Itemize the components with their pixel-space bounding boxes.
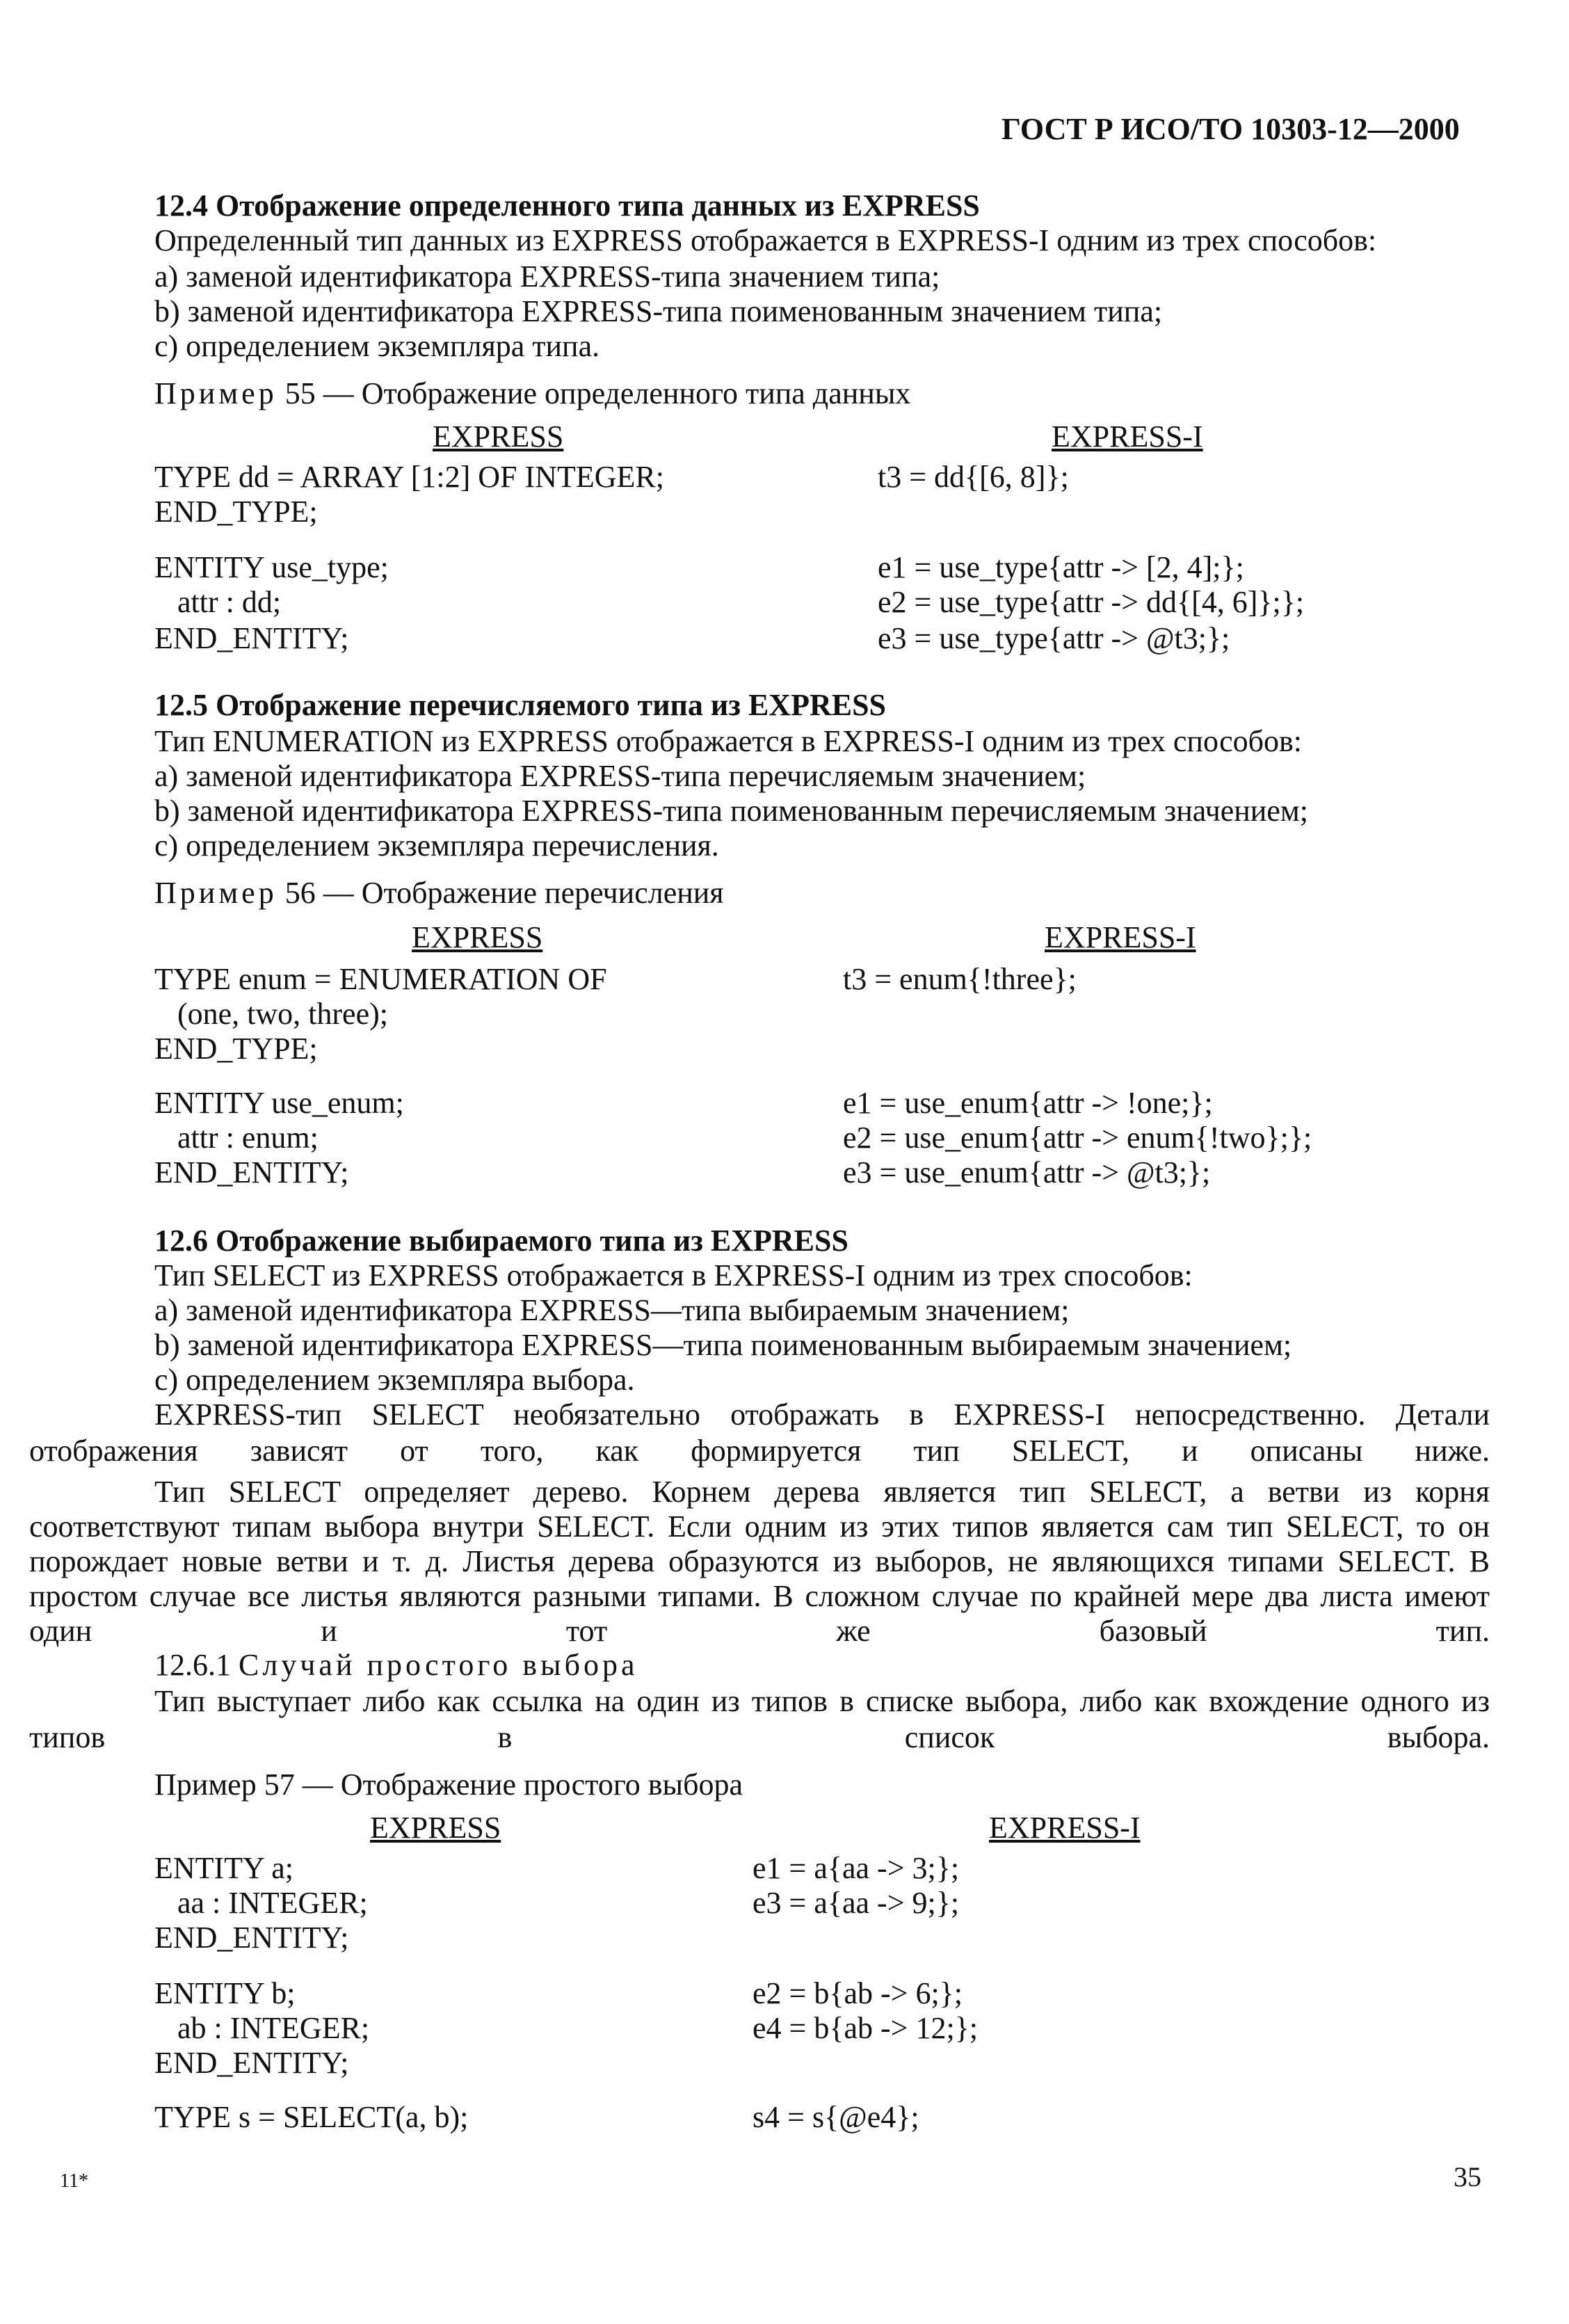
- list-item: c) определением экземпляра типа.: [154, 329, 600, 363]
- code-line: s4 = s{@e4};: [753, 2100, 919, 2134]
- section-heading-12-4: 12.4 Отображение определенного типа данных из EXPRESS: [154, 189, 980, 223]
- column-header-express: EXPRESS: [433, 419, 564, 454]
- section-heading-12-5: 12.5 Отображение перечисляемого типа из EXPRESS: [154, 688, 887, 722]
- column-header-express-i: EXPRESS-I: [1052, 419, 1203, 454]
- code-line: e1 = a{aa -> 3;};: [753, 1851, 960, 1885]
- code-line: attr : dd;: [154, 585, 282, 619]
- code-line: e1 = use_type{attr -> [2, 4];};: [878, 550, 1244, 584]
- section-intro-12-5: Тип ENUMERATION из EXPRESS отображается в EXPRESS-I одним из трех способов:: [154, 724, 1302, 758]
- code-line: TYPE dd = ARRAY [1:2] OF INTEGER;: [154, 460, 664, 494]
- column-header-express: EXPRESS: [370, 1811, 501, 1845]
- list-item: c) определением экземпляра перечисления.: [154, 828, 719, 863]
- subsection-title: Случай простого выбора: [239, 1648, 638, 1682]
- code-line: ENTITY use_type;: [154, 550, 389, 584]
- code-line: END_ENTITY;: [154, 2046, 349, 2080]
- example-caption-text: 56 — Отображение перечисления: [284, 876, 724, 910]
- column-header-express-i: EXPRESS-I: [989, 1811, 1141, 1845]
- list-item: a) заменой идентификатора EXPRESS—типа выбираемым значением;: [154, 1293, 1070, 1327]
- code-line: ENTITY a;: [154, 1851, 293, 1885]
- column-header-express-i: EXPRESS-I: [1045, 920, 1196, 954]
- code-line: TYPE s = SELECT(a, b);: [154, 2100, 469, 2134]
- list-item: b) заменой идентификатора EXPRESS-типа поименованным перечисляемым значением;: [154, 794, 1308, 828]
- code-line: (one, two, three);: [154, 997, 388, 1031]
- example-caption-text: 55 — Отображение определенного типа данных: [284, 376, 911, 410]
- code-line: ENTITY use_enum;: [154, 1086, 404, 1120]
- code-line: aa : INTEGER;: [154, 1886, 368, 1920]
- code-line: t3 = enum{!three};: [843, 962, 1077, 996]
- section-heading-12-6: 12.6 Отображение выбираемого типа из EXPRESS: [154, 1224, 848, 1258]
- page-number: 35: [1454, 2161, 1481, 2193]
- example-caption: [154, 376, 910, 411]
- section-intro-12-4: Определенный тип данных из EXPRESS отображается в EXPRESS-I одним из трех способов:: [154, 223, 1377, 257]
- code-line: END_ENTITY;: [154, 621, 349, 655]
- code-line: t3 = dd{[6, 8]};: [878, 460, 1069, 494]
- code-line: e2 = use_type{attr -> dd{[4, 6]};};: [878, 585, 1305, 619]
- code-line: e2 = b{ab -> 6;};: [753, 1976, 963, 2010]
- example-label: Пример: [154, 876, 277, 910]
- paragraph: EXPRESS-тип SELECT необязательно отображать в EXPRESS-I непосредственно. Детали отображения зависят от того, как формируется тип SELECT, и описаны ниже.: [29, 1397, 1490, 1468]
- example-caption: Пример 57 — Отображение простого выбора: [154, 1768, 743, 1802]
- code-line: END_TYPE;: [154, 1032, 318, 1066]
- code-line: END_ENTITY;: [154, 1921, 349, 1955]
- code-line: e1 = use_enum{attr -> !one;};: [843, 1086, 1213, 1120]
- code-line: e3 = use_enum{attr -> @t3;};: [843, 1155, 1211, 1189]
- code-line: e3 = use_type{attr -> @t3;};: [878, 621, 1230, 655]
- code-line: e2 = use_enum{attr -> enum{!two};};: [843, 1121, 1312, 1155]
- code-line: END_ENTITY;: [154, 1155, 349, 1189]
- example-label: Пример: [154, 376, 277, 410]
- subsection-number: 12.6.1: [154, 1648, 231, 1682]
- code-line: ENTITY b;: [154, 1976, 296, 2010]
- list-item: b) заменой идентификатора EXPRESS-типа поименованным значением типа;: [154, 294, 1163, 328]
- code-line: TYPE enum = ENUMERATION OF: [154, 962, 607, 996]
- section-intro-12-6: Тип SELECT из EXPRESS отображается в EXPRESS-I одним из трех способов:: [154, 1258, 1193, 1292]
- standard-designation: ГОСТ Р ИСО/ТО 10303-12—2000: [1001, 112, 1460, 146]
- paragraph: Тип SELECT определяет дерево. Корнем дерева является тип SELECT, а ветви из корня соответствуют типам выбора внутри SELECT. Если одним из этих типов является сам тип SELECT, то он порождает новые ветви и т. д. Листья дерева образуются из выборов, не являющихся типами SELECT. В простом случае все листья являются разными типами. В сложном случае по крайней мере два листа имеют один и тот же базовый тип.: [29, 1475, 1490, 1648]
- list-item: b) заменой идентификатора EXPRESS—типа поименованным выбираемым значением;: [154, 1328, 1292, 1362]
- code-line: END_TYPE;: [154, 495, 318, 529]
- paragraph: Тип выступает либо как ссылка на один из типов в списке выбора, либо как вхождение одного из типов в список выбора.: [29, 1684, 1490, 1754]
- list-item: a) заменой идентификатора EXPRESS-типа перечисляемым значением;: [154, 759, 1086, 793]
- column-header-express: EXPRESS: [412, 920, 543, 954]
- example-caption: [154, 875, 724, 911]
- code-line: e3 = a{aa -> 9;};: [753, 1886, 960, 1920]
- subsection-heading-12-6-1: [154, 1647, 638, 1683]
- code-line: ab : INTEGER;: [154, 2011, 370, 2045]
- code-line: attr : enum;: [154, 1121, 319, 1155]
- sheet-mark: 11*: [60, 2170, 88, 2192]
- code-line: e4 = b{ab -> 12;};: [753, 2011, 979, 2045]
- list-item: a) заменой идентификатора EXPRESS-типа значением типа;: [154, 259, 940, 294]
- list-item: c) определением экземпляра выбора.: [154, 1363, 635, 1397]
